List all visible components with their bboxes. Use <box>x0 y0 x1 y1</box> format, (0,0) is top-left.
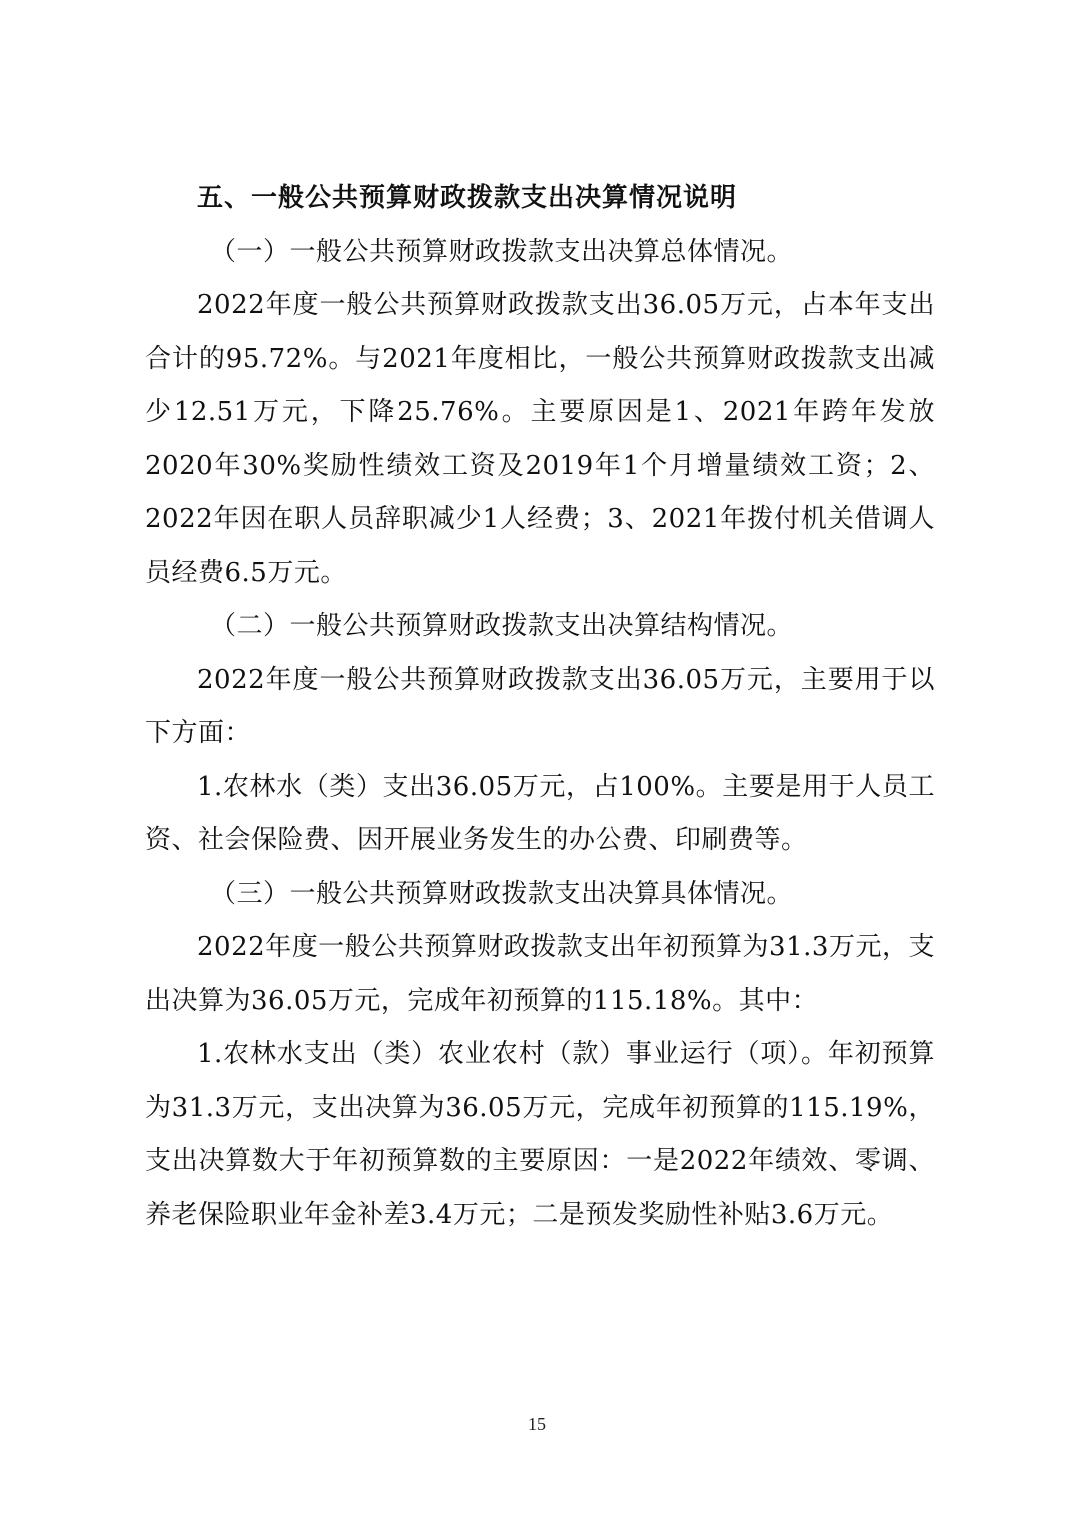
section-3-item-1: 1.农林水支出（类）农业农村（款）事业运行（项）。年初预算为31.3万元，支出决算为36.05万元，完成年初预算的115.19%，支出决算数大于年初预算数的主要原因：一是2022年绩效、零调、养老保险职业年金补差3.4万元；二是预发奖励性补贴3.6万元。 <box>145 1039 935 1230</box>
section-2-paragraph: 2022年度一般公共预算财政拨款支出36.05万元，主要用于以下方面： <box>145 664 935 748</box>
page-number: 15 <box>528 1414 546 1434</box>
section-1-title: （一）一般公共预算财政拨款支出决算总体情况。 <box>210 236 794 267</box>
section-2-item-1: 1.农林水（类）支出36.05万元，占100%。主要是用于人员工资、社会保险费、因开展业务发生的办公费、印刷费等。 <box>145 771 935 855</box>
section-heading: 五、一般公共预算财政拨款支出决算情况说明 <box>197 183 738 213</box>
section-3-title: （三）一般公共预算财政拨款支出决算具体情况。 <box>210 878 794 909</box>
section-1-paragraph: 2022年度一般公共预算财政拨款支出36.05万元，占本年支出合计的95.72%。与2021年度相比，一般公共预算财政拨款支出减少12.51万元，下降25.76%。主要原因是1、2021年跨年发放2020年30%奖励性绩效工资及2019年1个月增量绩效工资；2、2022年因在职人员辞职减少1人经费；3、2021年拨付机关借调人员经费6.5万元。 <box>145 290 935 588</box>
section-3-paragraph: 2022年度一般公共预算财政拨款支出年初预算为31.3万元，支出决算为36.05万元，完成年初预算的115.18%。其中： <box>145 932 935 1016</box>
document-body <box>145 172 935 1242</box>
section-2-title: （二）一般公共预算财政拨款支出决算结构情况。 <box>210 611 794 641</box>
